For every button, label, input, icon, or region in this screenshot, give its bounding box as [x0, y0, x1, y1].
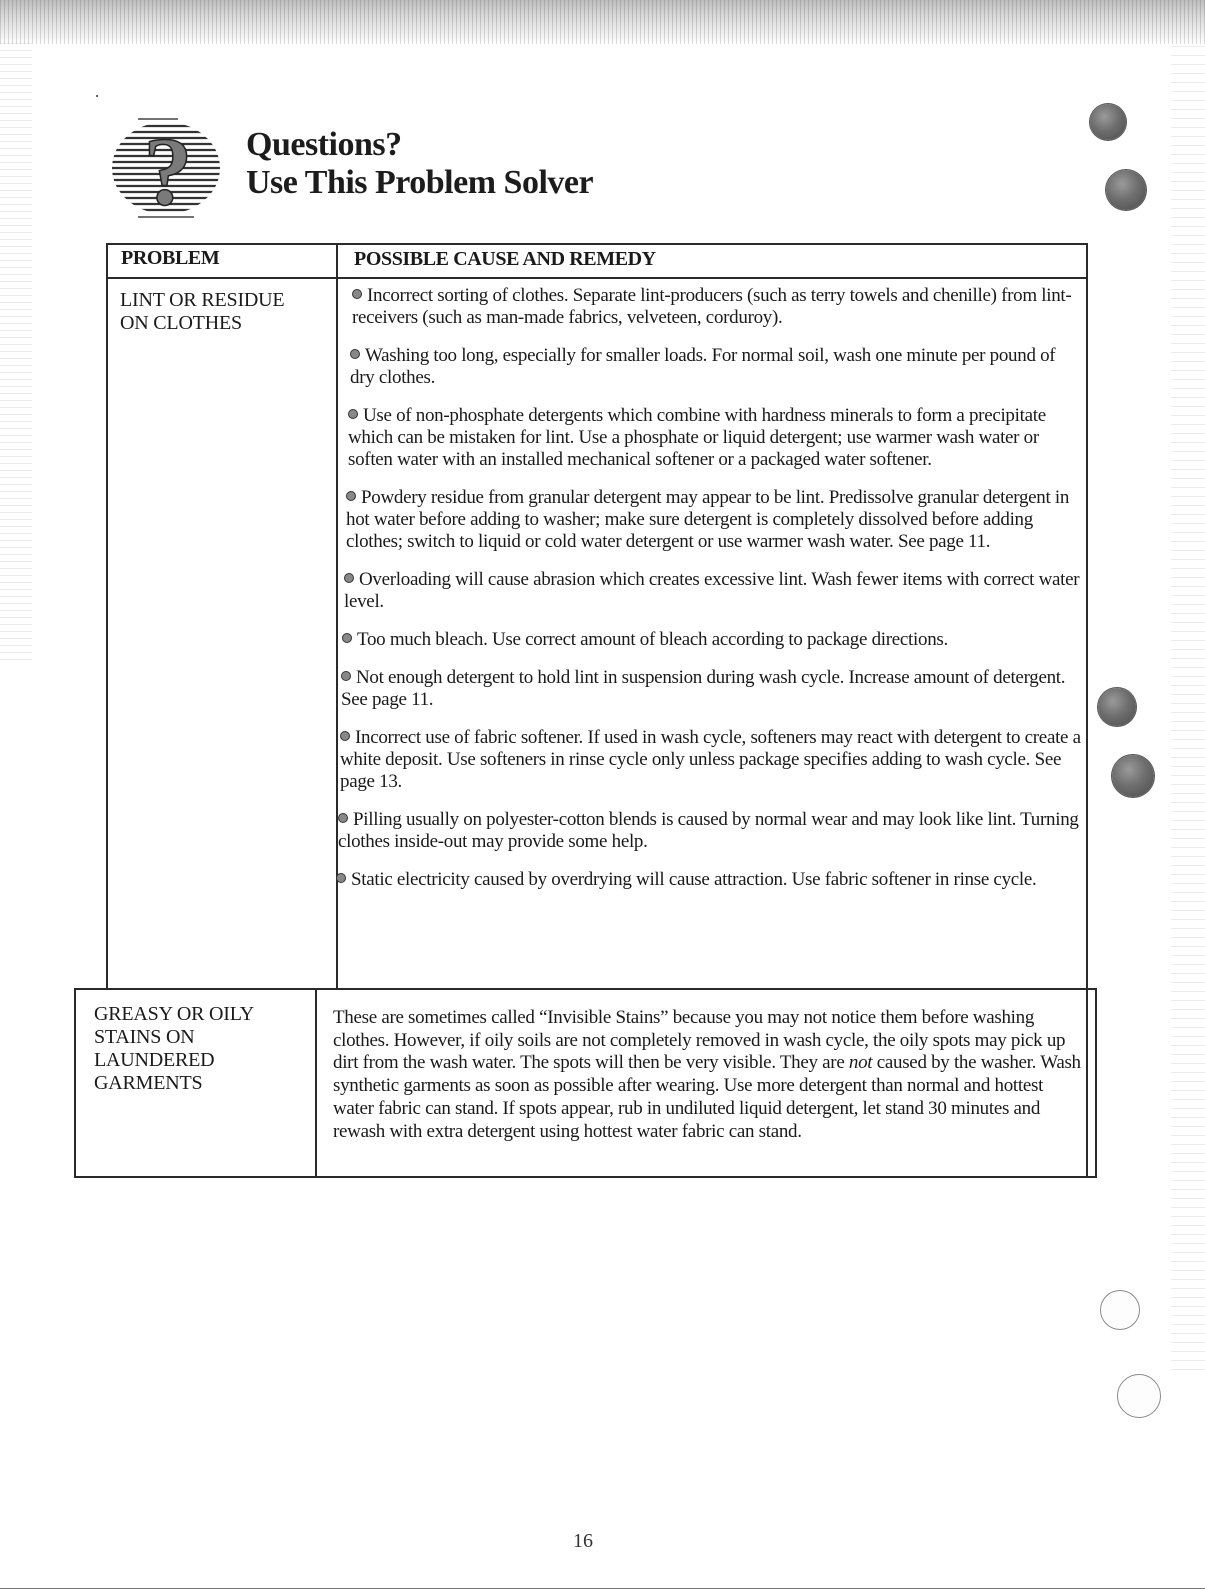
title-line-1: Questions?	[246, 126, 402, 163]
scan-artifact-top	[0, 0, 1205, 44]
problem-lint-residue: LINT OR RESIDUE ON CLOTHES	[120, 289, 285, 334]
binder-hole	[1112, 755, 1154, 797]
binder-hole	[1098, 688, 1136, 726]
bullet-icon	[336, 873, 346, 883]
scan-artifact-right	[1171, 40, 1205, 1370]
remedy-item: Incorrect sorting of clothes. Separate lint-producers (such as terry towels and chenille) from lint-receivers (such as man-made fabrics, velveteen, corduroy).	[352, 285, 1072, 328]
question-mark-globe-icon	[108, 116, 228, 222]
greasy-stains-remedy: These are sometimes called “Invisible Stains” because you may not notice them before washing clothes. However, if oily soils are not completely removed in wash cycle, the oily spots may pick up dirt from the wash water. The spots will then be very visible. They are not caused by the washer. Wash synthetic garments as soon as possible after wearing. Use more detergent than normal and hottest water fabric can stand. If spots appear, rub in undiluted liquid detergent, let stand 30 minutes and rewash with extra detergent using hottest water fabric can stand.	[333, 1007, 1081, 1142]
scan-artifact-left	[0, 40, 32, 660]
page-title	[246, 126, 593, 202]
remedy-item: Incorrect use of fabric softener. If used in wash cycle, softeners may react with detergent to create a white deposit. Use softeners in rinse cycle only unless package specifies adding to wash cycle. See page 13.	[340, 727, 1081, 792]
bullet-icon	[348, 409, 358, 419]
binder-hole	[1106, 170, 1146, 210]
scan-artifact-bottom	[0, 1588, 1205, 1589]
bullet-icon	[338, 813, 348, 823]
svg-text:?: ?	[143, 118, 193, 222]
remedy-item: Pilling usually on polyester-cotton blends is caused by normal wear and may look like lint. Turning clothes inside-out may provide some help.	[338, 809, 1079, 852]
remedy-column-header: POSSIBLE CAUSE AND REMEDY	[354, 248, 656, 270]
stray-mark	[96, 95, 98, 97]
lint-remedy-list	[336, 285, 1081, 907]
bullet-icon	[350, 349, 360, 359]
bullet-icon	[341, 671, 351, 681]
remedy-item: Overloading will cause abrasion which creates excessive lint. Wash fewer items with correct water level.	[344, 569, 1080, 612]
remedy-item: Static electricity caused by overdrying will cause attraction. Use fabric softener in rinse cycle.	[336, 869, 1081, 891]
remedy-item: Use of non-phosphate detergents which combine with hardness minerals to form a precipitate which can be mistaken for lint. Use a phosphate or liquid detergent; use warmer wash water or soften water with an installed mechanical softener or a packaged water softener.	[348, 405, 1046, 470]
remedy-item: Too much bleach. Use correct amount of bleach according to package directions.	[336, 629, 1081, 651]
problem-solver-table	[74, 243, 1094, 1178]
binder-hole	[1117, 1374, 1161, 1418]
title-line-2: Use This Problem Solver	[246, 164, 594, 201]
remedy-item: Powdery residue from granular detergent may appear to be lint. Predissolve granular detergent in hot water before adding to washer; make sure detergent is completely dissolved before adding clothes; switch to liquid or cold water detergent or use warmer wash water. See page 11.	[346, 487, 1070, 552]
bullet-icon	[340, 731, 350, 741]
bullet-icon	[344, 573, 354, 583]
binder-hole	[1090, 104, 1126, 140]
remedy-item: Washing too long, especially for smaller loads. For normal soil, wash one minute per pound of dry clothes.	[350, 345, 1056, 388]
bullet-icon	[352, 289, 362, 299]
problem-greasy-stains: GREASY OR OILY STAINS ON LAUNDERED GARMENTS	[94, 1003, 255, 1094]
bullet-icon	[342, 633, 352, 643]
page-number: 16	[573, 1530, 593, 1552]
binder-hole	[1100, 1290, 1140, 1330]
bullet-icon	[346, 491, 356, 501]
remedy-item: Not enough detergent to hold lint in suspension during wash cycle. Increase amount of detergent. See page 11.	[341, 667, 1066, 710]
problem-column-header: PROBLEM	[121, 247, 220, 269]
